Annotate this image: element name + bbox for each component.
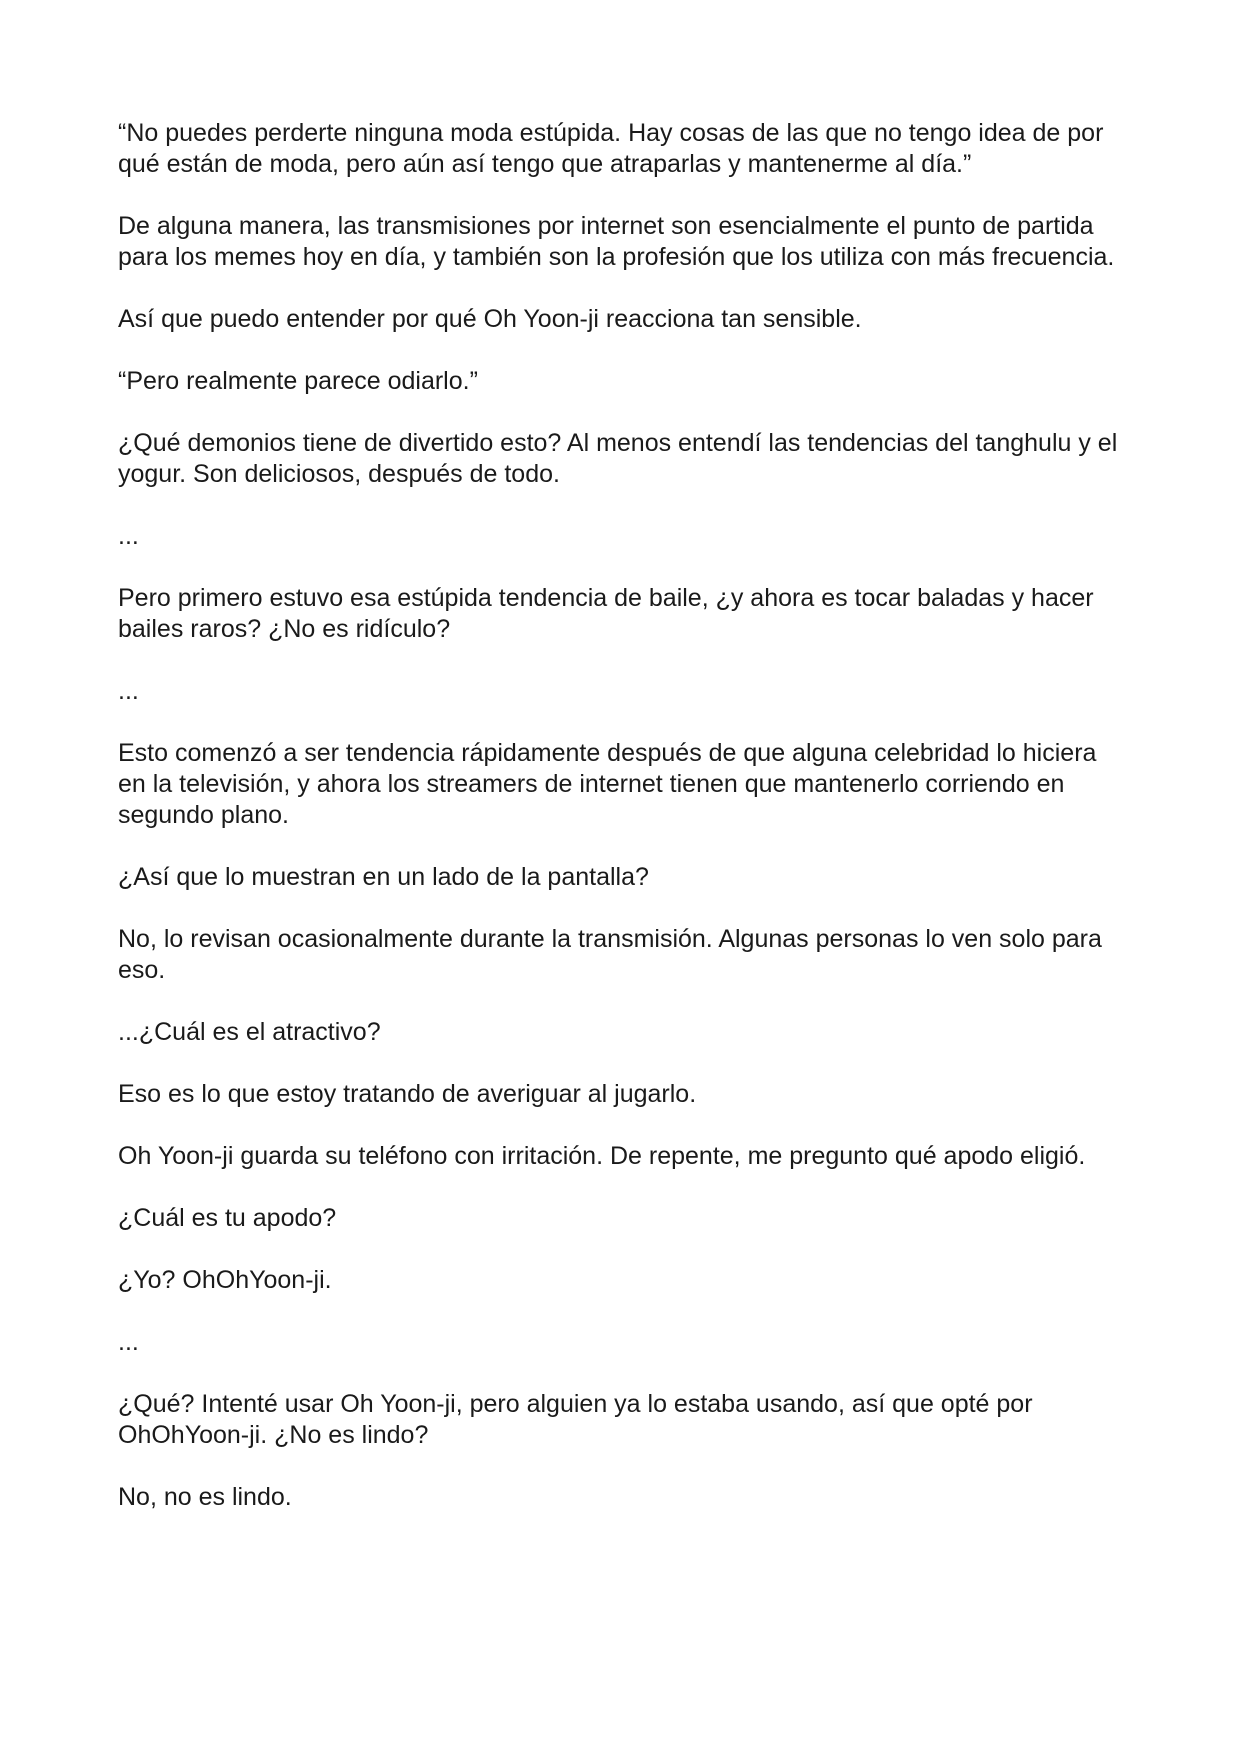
paragraph: “Pero realmente parece odiarlo.” xyxy=(118,367,478,395)
paragraph: Así que puedo entender por qué Oh Yoon-ji reacciona tan sensible. xyxy=(118,305,862,333)
paragraph: ¿Qué? Intenté usar Oh Yoon-ji, pero alguien ya lo estaba usando, así que opté por OhOhYoon-ji. ¿No es lindo? xyxy=(118,1390,1033,1449)
paragraph: Pero primero estuvo esa estúpida tendencia de baile, ¿y ahora es tocar baladas y hacer bailes raros? ¿No es ridículo? xyxy=(118,584,1094,643)
paragraph: ...¿Cuál es el atractivo? xyxy=(118,1018,381,1046)
paragraph: Oh Yoon-ji guarda su teléfono con irritación. De repente, me pregunto qué apodo eligió. xyxy=(118,1142,1086,1170)
paragraph: Eso es lo que estoy tratando de averiguar al jugarlo. xyxy=(118,1080,697,1108)
paragraph: ¿Qué demonios tiene de divertido esto? Al menos entendí las tendencias del tanghulu y el yogur. Son deliciosos, después de todo. xyxy=(118,429,1118,488)
paragraph: ¿Yo? OhOhYoon-ji. xyxy=(118,1266,332,1294)
ellipsis-paragraph: ... xyxy=(118,522,139,550)
document-body xyxy=(118,118,1128,1544)
paragraph: De alguna manera, las transmisiones por internet son esencialmente el punto de partida para los memes hoy en día, y también son la profesión que los utiliza con más frecuencia. xyxy=(118,212,1115,271)
paragraph: Esto comenzó a ser tendencia rápidamente después de que alguna celebridad lo hiciera en la televisión, y ahora los streamers de internet tienen que mantenerlo corriendo en segundo plano. xyxy=(118,739,1097,829)
paragraph: “No puedes perderte ninguna moda estúpida. Hay cosas de las que no tengo idea de por qué están de moda, pero aún así tengo que atraparlas y mantenerme al día.” xyxy=(118,119,1104,178)
paragraph: ¿Así que lo muestran en un lado de la pantalla? xyxy=(118,863,649,891)
paragraph: No, no es lindo. xyxy=(118,1483,292,1511)
ellipsis-paragraph: ... xyxy=(118,677,139,705)
ellipsis-paragraph: ... xyxy=(118,1328,139,1356)
paragraph: No, lo revisan ocasionalmente durante la transmisión. Algunas personas lo ven solo para eso. xyxy=(118,925,1102,984)
paragraph: ¿Cuál es tu apodo? xyxy=(118,1204,337,1232)
